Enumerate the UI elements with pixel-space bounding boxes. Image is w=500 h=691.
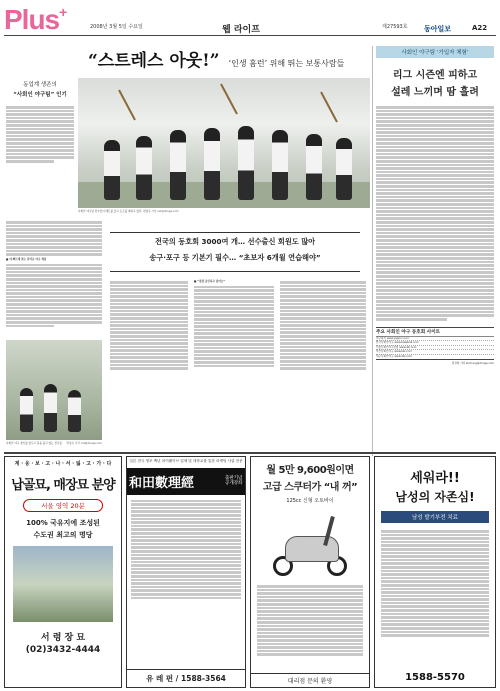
sidebar-kicker: 사회인 야구팀 ‘가입자 체험’ (376, 46, 494, 58)
ad-math-academy[interactable] (126, 456, 246, 688)
ad1-badge: 서울 영역 20분 (23, 499, 103, 512)
player-figure (68, 390, 81, 432)
warmup-photo (6, 340, 102, 440)
ad3-headline-1: 월 5만 9,600원이면 (266, 465, 354, 476)
field-ground (78, 182, 370, 208)
ad2-side: 출판기념 공개강좌 (225, 475, 243, 487)
sidebar-body-text (376, 106, 494, 321)
subheadline-text: ‘인생 홈런’ 위해 뛰는 보통사람들 (228, 59, 345, 68)
player-figure (170, 130, 186, 200)
player-figure (272, 130, 288, 200)
ad3-footer: 대리점 문의 환영 (251, 673, 369, 687)
ad1-phone: (02)3432-4444 (25, 645, 101, 655)
column-divider (372, 46, 373, 456)
quote-line-2: 송구·포구 등 기본기 필수… “초보자 6개월 연습해야” (149, 253, 321, 262)
player-figure (306, 134, 322, 200)
bottom-caption-text: 사회인 야구 경기를 앞두고 몸을 풀고 있는 선수들. (6, 442, 63, 445)
table-row: 서울사회인야구연합 www.sbl.or.kr (376, 346, 494, 351)
header-rule (4, 35, 496, 36)
sidebar-article (376, 46, 494, 456)
quote-line-1: 전국의 동호회 3000여 개… 선수출신 회원도 많아 (154, 237, 316, 246)
sidebar-headline-1: 리그 시즌엔 피하고 (392, 70, 478, 81)
team-photo (78, 78, 370, 208)
ad3-model: 125cc 신형 오토바이 (286, 498, 334, 504)
section-title: 웹 라이프 (222, 25, 260, 35)
bat-icon (220, 84, 238, 115)
ad2-footer: 유 레 펀 / 1588-3564 (127, 669, 245, 687)
article-body-mid-3 (280, 280, 366, 371)
ad4-phone: 1588-5570 (405, 672, 465, 683)
ad-cemetery[interactable] (4, 456, 122, 688)
ad4-sub: 남성 발기부전 치료 (381, 511, 489, 523)
ad1-company: 서 령 장 묘 (40, 633, 86, 643)
player-figure (238, 126, 254, 200)
ad2-headline-banner (127, 468, 245, 495)
section-mark: ■ “점점 올인하고 싶어요” (194, 280, 226, 283)
ad1-line1: 100% 국유지에 조성된 (26, 519, 100, 527)
article-body-mid-2 (194, 280, 274, 368)
photographer-credit: 변영욱 기자 cut@donga.com (143, 210, 179, 213)
ad1-top: 계 · 웅 · 보 · 고 · 나 · 서 · 잃 · 고 · 가 · 다 (14, 461, 112, 467)
table-row: 야구하자 www.yagoo.co.kr (376, 337, 494, 342)
photo-caption (78, 210, 370, 214)
section-mark: ■ 야 빠르게 찾는 즐거운 야구 게임 (6, 257, 47, 261)
kicker-body-text (6, 106, 74, 163)
ad4-headline-1: 세워라!! (410, 471, 460, 486)
ad-mens-health[interactable] (374, 456, 496, 688)
kicker-line-2: “사회인 야구팀” 인기 (13, 92, 67, 98)
ad2-headline: 和田數理經 (129, 475, 195, 491)
ad4-body (375, 523, 495, 644)
ad1-line2: 수도권 최고의 명당 (33, 531, 93, 539)
player-figure (104, 140, 120, 200)
sidebar-headline-2: 설레 느끼며 땀 흘려 (391, 87, 479, 98)
newspaper-name: 동아일보 (424, 25, 452, 33)
ad2-top: 일본 전국 생조 백년 파이웨이브 업체 및 대학교를 통한 마케팅 사업 전문 (129, 459, 243, 463)
ad4-headline-2: 남성의 자존심! (395, 490, 475, 504)
ad1-headline: 납골묘, 매장묘 분양 (11, 478, 115, 493)
table-row: 한국사회인야구 www.baseball.or.kr (376, 341, 494, 346)
masthead (4, 4, 496, 38)
ad1-photo (13, 546, 113, 622)
headline-text: “스트레스 아웃!” (88, 51, 220, 71)
ad-divider (4, 452, 496, 454)
bottom-caption (6, 442, 366, 446)
main-headline (88, 46, 388, 72)
sidebar-byline: 정성희 기자 shchung@donga.com (451, 361, 494, 365)
date-line: 2008년 3월 5일 수요일 (90, 24, 143, 30)
player-figure (20, 388, 33, 432)
sites-table (376, 327, 494, 360)
player-figure (204, 128, 220, 200)
player-figure (336, 138, 352, 200)
ad2-body (127, 495, 245, 605)
quote-box (110, 232, 360, 272)
kicker-block (6, 80, 74, 164)
article-body-left (6, 220, 102, 328)
ad-scooter[interactable] (250, 456, 370, 688)
bat-icon (320, 92, 338, 123)
sites-table-title: 주요 사회인 야구 동호회 사이트 (376, 328, 494, 337)
brand-logo: Plus+ (4, 4, 67, 35)
table-row: 대구사회인야구 www.dbl.or.kr (376, 355, 412, 358)
photo-caption-text: 사회인 야구팀 선수들이 배트를 들고 포즈를 취하고 있다. (78, 210, 143, 213)
bat-icon (118, 90, 136, 121)
issue-number: 제27593호 (382, 24, 408, 30)
brand-logo-text: Plus (4, 4, 60, 35)
player-figure (44, 384, 57, 432)
player-figure (136, 136, 152, 200)
bottom-byline: 변영욱 기자 cut@donga.com (66, 442, 102, 445)
page-number: A22 (472, 24, 488, 32)
ad3-headline-2: 고급 스쿠터가 “내 꺼” (262, 482, 358, 493)
ad3-body (251, 580, 369, 661)
article-body-mid-1 (110, 280, 188, 371)
kicker-line-1: 동업계 생존의 (23, 82, 57, 88)
table-row: 부산사회인야구 www.bbl.or.kr (376, 350, 494, 355)
scooter-image (265, 510, 355, 580)
